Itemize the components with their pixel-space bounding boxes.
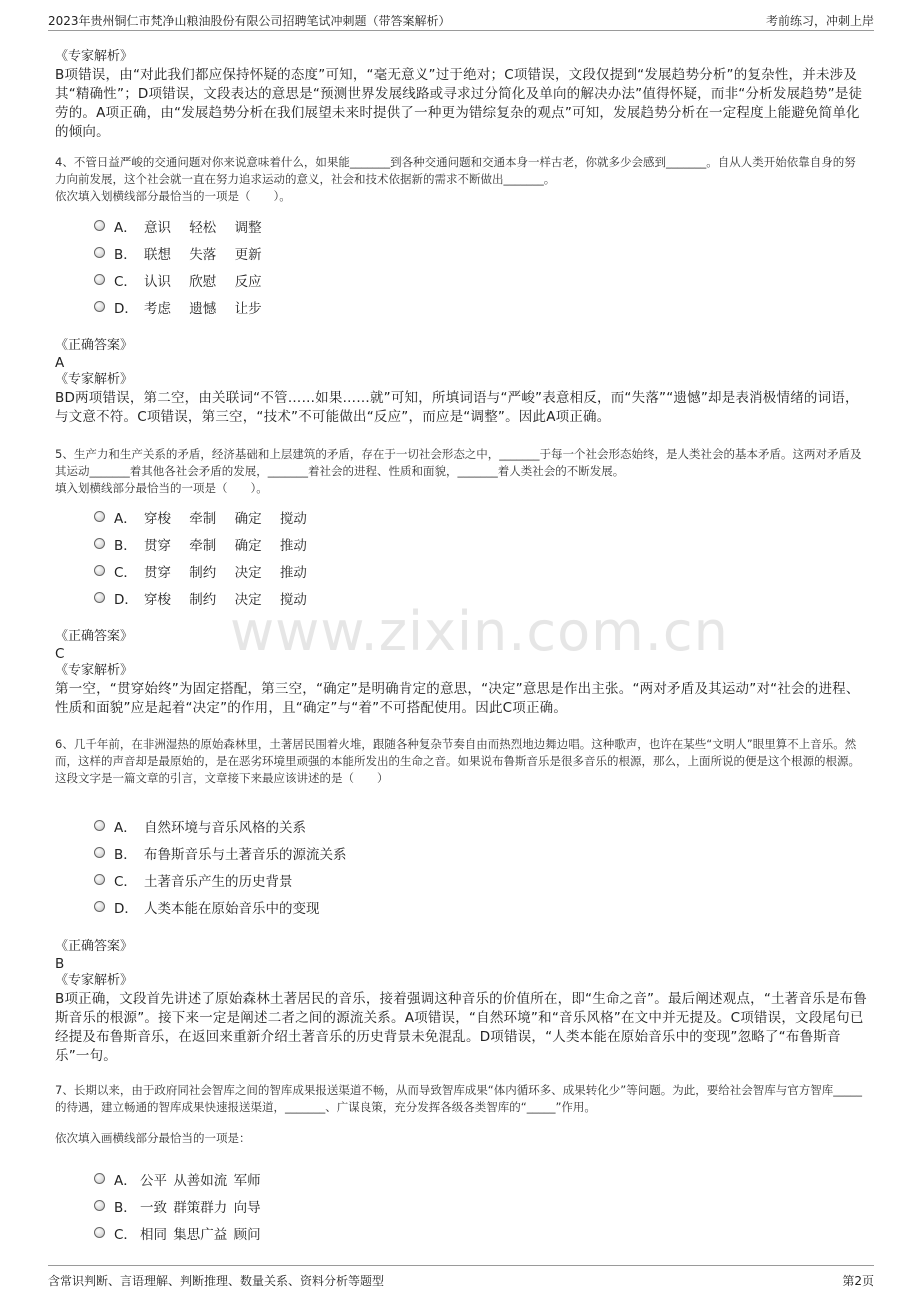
question-4-explanation: BD两项错误，第二空，由关联词“不管……如果……就”可知，所填词语与“严峻”表意相反，而“失落”“遗憾”却是表消极情绪的词语，与文意不符。C项错误，第三空，“技术”不可能做出“反应”，而应是“调整”。因此A项正确。 xyxy=(55,390,859,425)
radio-icon[interactable] xyxy=(94,820,105,831)
footer-note: 含常识判断、言语理解、判断推理、数量关系、资料分析等题型 xyxy=(48,1274,385,1288)
expert-label: 《专家解析》 xyxy=(55,49,134,64)
q6-option-c[interactable]: C． 土著音乐产生的历史背景 xyxy=(92,869,592,889)
question-5-explanation: 第一空，“贯穿始终”为固定搭配，第三空，“确定”是明确肯定的意思，“决定”意思是作出主张。“两对矛盾及其运动”对“社会的进程、性质和面貌”应是起着“决定”的作用，且“确定”与“着”不可搭配使用。因此C项正确。 xyxy=(55,681,860,716)
radio-icon[interactable] xyxy=(94,874,105,885)
answer-label: 《正确答案》 xyxy=(55,338,134,353)
radio-icon[interactable] xyxy=(94,274,105,285)
q7-option-a[interactable]: A． 公平 从善如流 军师 xyxy=(92,1168,592,1188)
question-6-prompt: 这段文字是一篇文章的引言，文章接下来最应该讲述的是（ ） xyxy=(55,771,389,785)
q5-option-b[interactable]: B． 贯穿 牵制 确定 推动 xyxy=(92,533,592,553)
q7-option-b[interactable]: B． 一致 群策群力 向导 xyxy=(92,1195,592,1215)
q5-option-a[interactable]: A． 穿梭 牵制 确定 搅动 xyxy=(92,506,592,526)
q4-option-c[interactable]: C． 认识 欣慰 反应 xyxy=(92,269,592,289)
prev-explanation: B项错误，由“对此我们都应保持怀疑的态度”可知，“毫无意义”过于绝对；C项错误，文段仅提到“发展趋势分析”的复杂性，并未涉及其“精确性”；D项错误，文段表达的意思是“预测世界发展线路或寻求过分简化及单向的解决办法”值得怀疑，而非“分析发展趋势”是徒劳的。A项正确，由“发展趋势分析在我们展望未来时提供了一种更为错综复杂的观点”可知，发展趋势分析在一定程度上能避免简单化的倾向。 xyxy=(55,67,863,140)
q6-option-a[interactable]: A． 自然环境与音乐风格的关系 xyxy=(92,815,592,835)
answer-label: 《正确答案》 xyxy=(55,629,134,644)
radio-icon[interactable] xyxy=(94,592,105,603)
page-number: 第2页 xyxy=(842,1274,874,1288)
question-5-answer: C xyxy=(55,646,65,662)
radio-icon[interactable] xyxy=(94,847,105,858)
question-6-stem: 6、几千年前，在非洲湿热的原始森林里，土著居民围着火堆，跟随各种复杂节奏自由而热烈地边舞边唱。这种歌声，也许在某些“文明人”眼里算不上音乐。然而，这样的声音却是最原始的，是在恶劣环境里顽强的本能所发出的生命之音。如果说布鲁斯音乐是很多音乐的根源，那么，上面所说的便是这个根源的根源。 xyxy=(55,737,860,768)
question-6-explanation: B项正确，文段首先讲述了原始森林土著居民的音乐，接着强调这种音乐的价值所在，即“生命之音”。最后阐述观点，“土著音乐是布鲁斯音乐的根源”。接下来一定是阐述二者之间的源流关系。A项错误，“自然环境”和“音乐风格”在文中并无提及。C项错误，文段尾句已经提及布鲁斯音乐，在返回来重新介绍土著音乐的历史背景未免混乱。D项错误，“人类本能在原始音乐中的变现”忽略了“布鲁斯音乐”一句。 xyxy=(55,991,867,1064)
radio-icon[interactable] xyxy=(94,1227,105,1238)
question-6-answer-section xyxy=(55,938,867,1066)
radio-icon[interactable] xyxy=(94,901,105,912)
question-5-prompt: 填入划横线部分最恰当的一项是（ ）。 xyxy=(55,481,268,495)
page-footer xyxy=(48,1265,874,1288)
q4-option-a[interactable]: A． 意识 轻松 调整 xyxy=(92,215,592,235)
question-5-answer-section xyxy=(55,628,867,718)
radio-icon[interactable] xyxy=(94,301,105,312)
question-7 xyxy=(55,1082,867,1147)
q5-option-d[interactable]: D． 穿梭 制约 决定 搅动 xyxy=(92,587,592,607)
radio-icon[interactable] xyxy=(94,247,105,258)
question-7-prompt: 依次填入画横线部分最恰当的一项是： xyxy=(55,1131,251,1145)
q4-option-b[interactable]: B． 联想 失落 更新 xyxy=(92,242,592,262)
document-title: 2023年贵州铜仁市梵净山粮油股份有限公司招聘笔试冲刺题（带答案解析） xyxy=(48,14,451,28)
prev-expert-section xyxy=(55,48,867,142)
radio-icon[interactable] xyxy=(94,511,105,522)
answer-label: 《正确答案》 xyxy=(55,939,134,954)
question-4-answer-section xyxy=(55,337,867,427)
expert-label: 《专家解析》 xyxy=(55,372,134,387)
question-6 xyxy=(55,736,867,787)
expert-label: 《专家解析》 xyxy=(55,973,134,988)
question-4 xyxy=(55,154,867,205)
question-5-stem: 5、生产力和生产关系的矛盾，经济基础和上层建筑的矛盾，存在于一切社会形态之中，_______于每一个社会形态始终，是人类社会的基本矛盾。这两对矛盾及其运动_______着其他各社会矛盾的发展，_______着社会的进程、性质和面貌，_______着人类社会的不断发展。 xyxy=(55,447,862,478)
question-4-stem: 4、不管日益严峻的交通问题对你来说意味着什么，如果能_______到各种交通问题和交通本身一样古老，你就多少会感到_______。自从人类开始依靠自身的努力向前发展，这个社会就一直在努力追求运动的意义，社会和技术依据新的需求不断做出_______。 xyxy=(55,155,856,186)
question-4-answer: A xyxy=(55,355,65,371)
question-6-answer: B xyxy=(55,956,65,972)
question-4-prompt: 依次填入划横线部分最恰当的一项是（ ）。 xyxy=(55,189,291,203)
q6-option-b[interactable]: B． 布鲁斯音乐与土著音乐的源流关系 xyxy=(92,842,592,862)
radio-icon[interactable] xyxy=(94,538,105,549)
q6-option-d[interactable]: D． 人类本能在原始音乐中的变现 xyxy=(92,896,592,916)
radio-icon[interactable] xyxy=(94,1173,105,1184)
radio-icon[interactable] xyxy=(94,565,105,576)
q5-option-c[interactable]: C． 贯穿 制约 决定 推动 xyxy=(92,560,592,580)
expert-label: 《专家解析》 xyxy=(55,663,134,678)
radio-icon[interactable] xyxy=(94,220,105,231)
q7-option-c[interactable]: C． 相同 集思广益 顾问 xyxy=(92,1222,592,1242)
q4-option-d[interactable]: D． 考虑 遗憾 让步 xyxy=(92,296,592,316)
page-header xyxy=(48,10,874,31)
question-5 xyxy=(55,446,867,497)
watermark-text: www.zixin.com.cn xyxy=(230,600,729,663)
radio-icon[interactable] xyxy=(94,1200,105,1211)
question-7-stem: 7、长期以来，由于政府同社会智库之间的智库成果报送渠道不畅，从而导致智库成果“体内循环多、成果转化少”等问题。为此，要给社会智库与官方智库_____的待遇，建立畅通的智库成果快速报送渠道，_______、广谋良策，充分发挥各级各类智库的“_____”作用。 xyxy=(55,1083,862,1114)
header-slogan: 考前练习，冲刺上岸 xyxy=(765,14,874,28)
